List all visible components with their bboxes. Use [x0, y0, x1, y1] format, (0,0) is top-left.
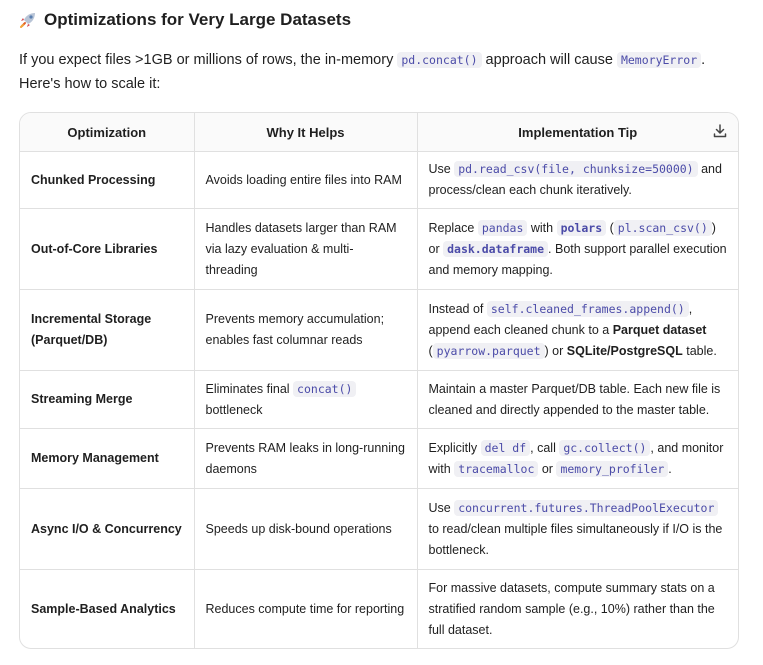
- table-cell: Streaming Merge: [20, 371, 194, 429]
- table-cell: Out-of-Core Libraries: [20, 209, 194, 290]
- rocket-icon: [19, 11, 37, 29]
- cell-text: Instead of: [428, 301, 487, 316]
- cell-text: to read/clean multiple files simultaneously if I/O is the bottleneck.: [428, 521, 723, 557]
- table-cell: Incremental Storage (Parquet/DB): [20, 290, 194, 371]
- table-cell: Async I/O & Concurrency: [20, 489, 194, 570]
- table-cell: Avoids loading entire files into RAM: [194, 152, 417, 209]
- inline-code: del df: [481, 440, 531, 456]
- cell-text: , call: [530, 440, 560, 455]
- table-cell: Handles datasets larger than RAM via lazy evaluation & multi-threading: [194, 209, 417, 290]
- inline-code: pandas: [478, 220, 528, 236]
- cell-text: Replace: [428, 220, 478, 235]
- inline-code: gc.collect(): [559, 440, 650, 456]
- table-cell: [194, 371, 417, 429]
- cell-text: and process/clean each chunk iteratively.: [428, 162, 722, 197]
- table-cell: Chunked Processing: [20, 152, 194, 209]
- inline-code: concat(): [293, 381, 356, 397]
- column-header: Optimization: [20, 113, 194, 152]
- inline-code: dask.dataframe: [443, 241, 548, 257]
- cell-text: Eliminates final: [205, 381, 294, 396]
- cell-text: (: [606, 220, 614, 235]
- inline-code: pl.scan_csv(): [614, 220, 712, 236]
- table-cell: Prevents memory accumulation; enables fast columnar reads: [194, 290, 417, 371]
- section-title: Optimizations for Very Large Datasets: [44, 10, 352, 29]
- table-row: [20, 209, 738, 290]
- bold-text: SQLite/PostgreSQL: [566, 343, 683, 358]
- cell-text: , append each cleaned chunk to a: [428, 301, 693, 337]
- table-row: [20, 371, 738, 429]
- table-cell: Maintain a master Parquet/DB table. Each new file is cleaned and directly appended to the master table.: [417, 371, 738, 429]
- inline-code: concurrent.futures.ThreadPoolExecutor: [454, 500, 718, 516]
- table-cell: Speeds up disk-bound operations: [194, 489, 417, 570]
- intro-paragraph: [19, 48, 744, 96]
- intro-text: approach will cause: [481, 52, 617, 68]
- cell-text: . Both support parallel execution and memory mapping.: [428, 241, 727, 277]
- table-cell: [417, 429, 738, 489]
- section-heading: [19, 8, 351, 32]
- inline-code: polars: [557, 220, 607, 236]
- column-header-label: Implementation Tip: [518, 124, 638, 140]
- cell-text: Use: [428, 162, 455, 176]
- bold-text: Parquet dataset: [612, 322, 707, 337]
- cell-text: ) or: [544, 343, 567, 358]
- cell-text: Explicitly: [428, 440, 481, 455]
- table-cell: [417, 209, 738, 290]
- inline-code: memory_profiler: [556, 461, 668, 477]
- cell-text: , and monitor with: [428, 440, 724, 476]
- table-cell: Reduces compute time for reporting: [194, 570, 417, 650]
- inline-code: pd.concat(): [397, 52, 481, 68]
- cell-text: table.: [682, 343, 717, 358]
- table-row: [20, 570, 738, 650]
- optimizations-table: [19, 112, 739, 649]
- table-cell: [417, 290, 738, 371]
- table-row: [20, 152, 738, 209]
- cell-text: ) or: [428, 220, 716, 256]
- table-cell: Sample-Based Analytics: [31, 602, 176, 617]
- inline-code: pd.read_csv(file, chunksize=50000): [454, 161, 697, 177]
- table-row: [20, 290, 738, 371]
- table-header-row: [20, 113, 738, 152]
- cell-text: (: [428, 343, 433, 358]
- cell-text: or: [538, 461, 557, 476]
- download-icon[interactable]: [712, 123, 728, 139]
- table-row: [20, 489, 738, 570]
- table-cell: [417, 152, 738, 209]
- table-row: [20, 429, 738, 489]
- column-header: Why It Helps: [194, 113, 417, 152]
- inline-code: self.cleaned_frames.append(): [487, 301, 689, 317]
- inline-code: tracemalloc: [454, 461, 538, 477]
- cell-text: bottleneck: [205, 402, 263, 417]
- intro-text: If you expect files >1GB or millions of rows, the in-memory: [19, 52, 398, 68]
- column-header: [417, 113, 738, 152]
- cell-text: Use: [428, 500, 455, 515]
- table-cell: Prevents RAM leaks in long-running daemons: [194, 429, 417, 489]
- intro-text: . Here's how to scale it:: [19, 52, 706, 92]
- table-cell: Memory Management: [20, 429, 194, 489]
- cell-text: .: [668, 461, 672, 476]
- table-cell: [417, 489, 738, 570]
- inline-code: MemoryError: [617, 52, 701, 68]
- cell-text: with: [527, 220, 557, 235]
- table-cell: For massive datasets, compute summary stats on a stratified random sample (e.g., 10%) rather than the full dataset.: [417, 570, 738, 650]
- inline-code: pyarrow.parquet: [433, 343, 545, 359]
